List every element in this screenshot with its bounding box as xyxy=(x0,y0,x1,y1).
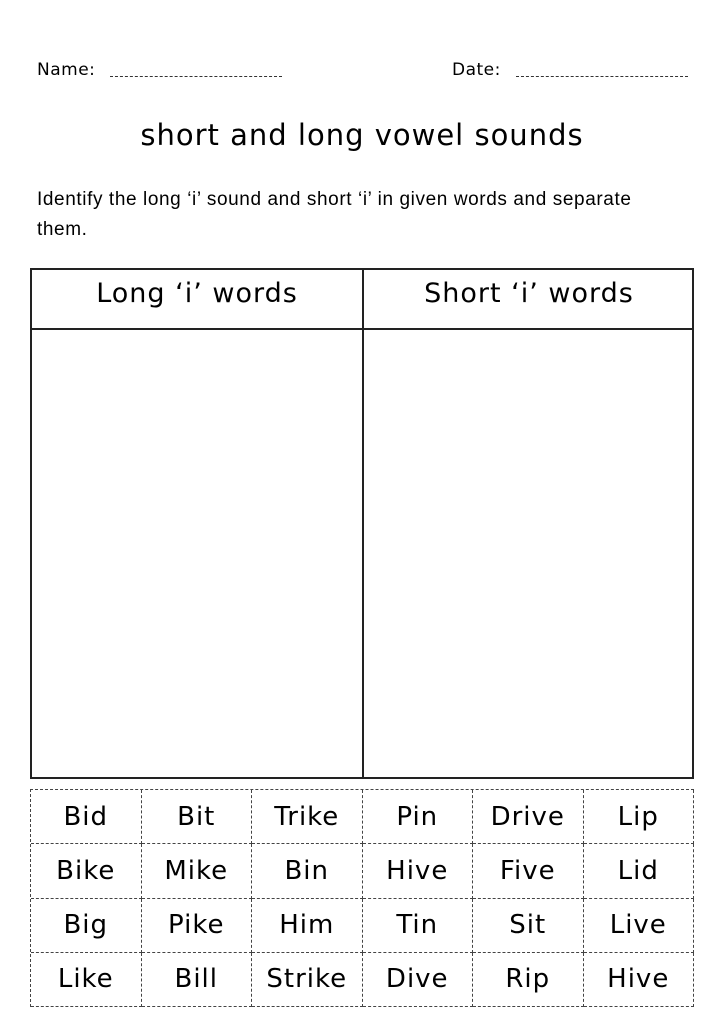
date-field[interactable] xyxy=(516,76,688,77)
short-i-header: Short ‘i’ words xyxy=(424,278,634,309)
date-label: Date: xyxy=(452,60,501,80)
word-card[interactable]: Trike xyxy=(252,790,363,844)
word-card[interactable]: Rip xyxy=(473,953,584,1007)
word-card[interactable]: Lid xyxy=(584,844,695,898)
word-card[interactable]: Pike xyxy=(142,899,253,953)
word-card[interactable]: Pin xyxy=(363,790,474,844)
word-card[interactable]: Strike xyxy=(252,953,363,1007)
word-card[interactable]: Big xyxy=(31,899,142,953)
word-card[interactable]: Dive xyxy=(363,953,474,1007)
page-title: short and long vowel sounds xyxy=(140,118,584,152)
name-label: Name: xyxy=(37,60,96,80)
word-card[interactable]: Bike xyxy=(31,844,142,898)
long-i-drop-area[interactable] xyxy=(32,330,360,777)
word-card[interactable]: Bit xyxy=(142,790,253,844)
name-field[interactable] xyxy=(110,76,282,77)
word-card[interactable]: Hive xyxy=(363,844,474,898)
word-card[interactable]: Hive xyxy=(584,953,695,1007)
sort-table xyxy=(30,268,694,779)
word-card[interactable]: Drive xyxy=(473,790,584,844)
word-card[interactable]: Like xyxy=(31,953,142,1007)
word-card[interactable]: Live xyxy=(584,899,695,953)
word-card[interactable]: Bill xyxy=(142,953,253,1007)
word-card[interactable]: Lip xyxy=(584,790,695,844)
short-i-drop-area[interactable] xyxy=(364,330,692,777)
word-card[interactable]: Bid xyxy=(31,790,142,844)
word-card-grid xyxy=(30,789,694,1007)
word-card[interactable]: Him xyxy=(252,899,363,953)
instructions-text: Identify the long ‘i’ sound and short ‘i’ in given words and separate them. xyxy=(37,189,632,240)
word-card[interactable]: Mike xyxy=(142,844,253,898)
word-card[interactable]: Bin xyxy=(252,844,363,898)
long-i-header: Long ‘i’ words xyxy=(96,278,298,309)
word-card[interactable]: Tin xyxy=(363,899,474,953)
word-card[interactable]: Sit xyxy=(473,899,584,953)
word-card[interactable]: Five xyxy=(473,844,584,898)
